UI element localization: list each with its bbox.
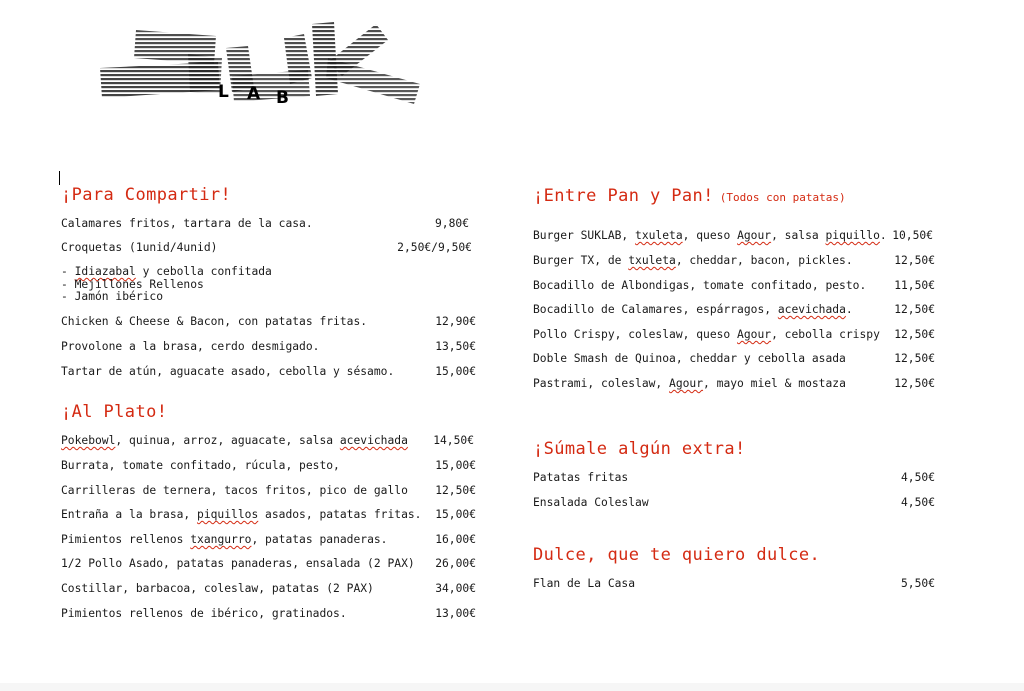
menu-item: Burrata, tomate confitado, rúcula, pesto, 15,00€ <box>61 459 476 472</box>
menu-item: Doble Smash de Quinoa, cheddar y cebolla asada 12,50€ <box>533 352 935 365</box>
menu-item: Bocadillo de Calamares, espárragos, acevichada. 12,50€ <box>533 303 935 316</box>
section-title-dulce: Dulce, que te quiero dulce. <box>533 545 821 565</box>
logo-letter-l: L <box>218 82 229 102</box>
section-note: (Todos con patatas) <box>719 191 846 204</box>
suklab-logo <box>98 18 428 110</box>
page-bottom-edge <box>0 683 1024 691</box>
croqueta-options-list <box>61 266 272 304</box>
menu-item: Entraña a la brasa, piquillos asados, patatas fritas. 15,00€ <box>61 508 476 521</box>
menu-item: Ensalada Coleslaw 4,50€ <box>533 496 935 509</box>
menu-item: Pimientos rellenos de ibérico, gratinados. 13,00€ <box>61 607 476 620</box>
brush-stroke-logo <box>98 18 428 110</box>
menu-item: Pastrami, coleslaw, Agour, mayo miel & mostaza 12,50€ <box>533 377 935 390</box>
menu-item: Croquetas (1unid/4unid) 2,50€/9,50€ <box>61 241 472 254</box>
menu-item: Tartar de atún, aguacate asado, cebolla y sésamo. 15,00€ <box>61 365 476 378</box>
menu-item: Pokebowl, quinua, arroz, aguacate, salsa acevichada 14,50€ <box>61 434 474 447</box>
croqueta-option: - Jamón ibérico <box>61 290 164 303</box>
menu-item: Provolone a la brasa, cerdo desmigado. 13,50€ <box>61 340 476 353</box>
menu-item: Calamares fritos, tartara de la casa. 9,80€ <box>61 217 469 230</box>
section-title-extras: ¡Súmale algún extra! <box>533 439 746 459</box>
menu-item: Costillar, barbacoa, coleslaw, patatas (2 PAX) 34,00€ <box>61 582 476 595</box>
menu-item: Burger TX, de txuleta, cheddar, bacon, pickles. 12,50€ <box>533 254 935 267</box>
logo-letter-a: A <box>247 84 261 104</box>
menu-item: Burger SUKLAB, txuleta, queso Agour, salsa piquillo. 10,50€ <box>533 229 933 242</box>
menu-item: 1/2 Pollo Asado, patatas panaderas, ensalada (2 PAX) 26,00€ <box>61 557 476 570</box>
menu-item: Flan de La Casa 5,50€ <box>533 577 935 590</box>
menu-item: Bocadillo de Albondigas, tomate confitado, pesto. 11,50€ <box>533 279 935 292</box>
section-title-para-compartir: ¡Para Compartir! <box>61 185 232 205</box>
logo-letter-b: B <box>276 88 289 108</box>
menu-item: Carrilleras de ternera, tacos fritos, pico de gallo 12,50€ <box>61 484 476 497</box>
menu-item: Chicken & Cheese & Bacon, con patatas fritas. 12,90€ <box>61 315 476 328</box>
menu-item: Pimientos rellenos txangurro, patatas panaderas. 16,00€ <box>61 533 476 546</box>
croqueta-option: - Idiazabal y cebolla confitada <box>61 265 272 278</box>
menu-item: Pollo Crispy, coleslaw, queso Agour, cebolla crispy 12,50€ <box>533 328 935 341</box>
section-title-entre-pan: ¡Entre Pan y Pan! (Todos con patatas) <box>533 186 846 206</box>
text-cursor <box>59 171 60 185</box>
menu-item: Patatas fritas 4,50€ <box>533 471 935 484</box>
section-title-al-plato: ¡Al Plato! <box>61 402 168 422</box>
croqueta-option: - Mejillones Rellenos <box>61 277 204 291</box>
